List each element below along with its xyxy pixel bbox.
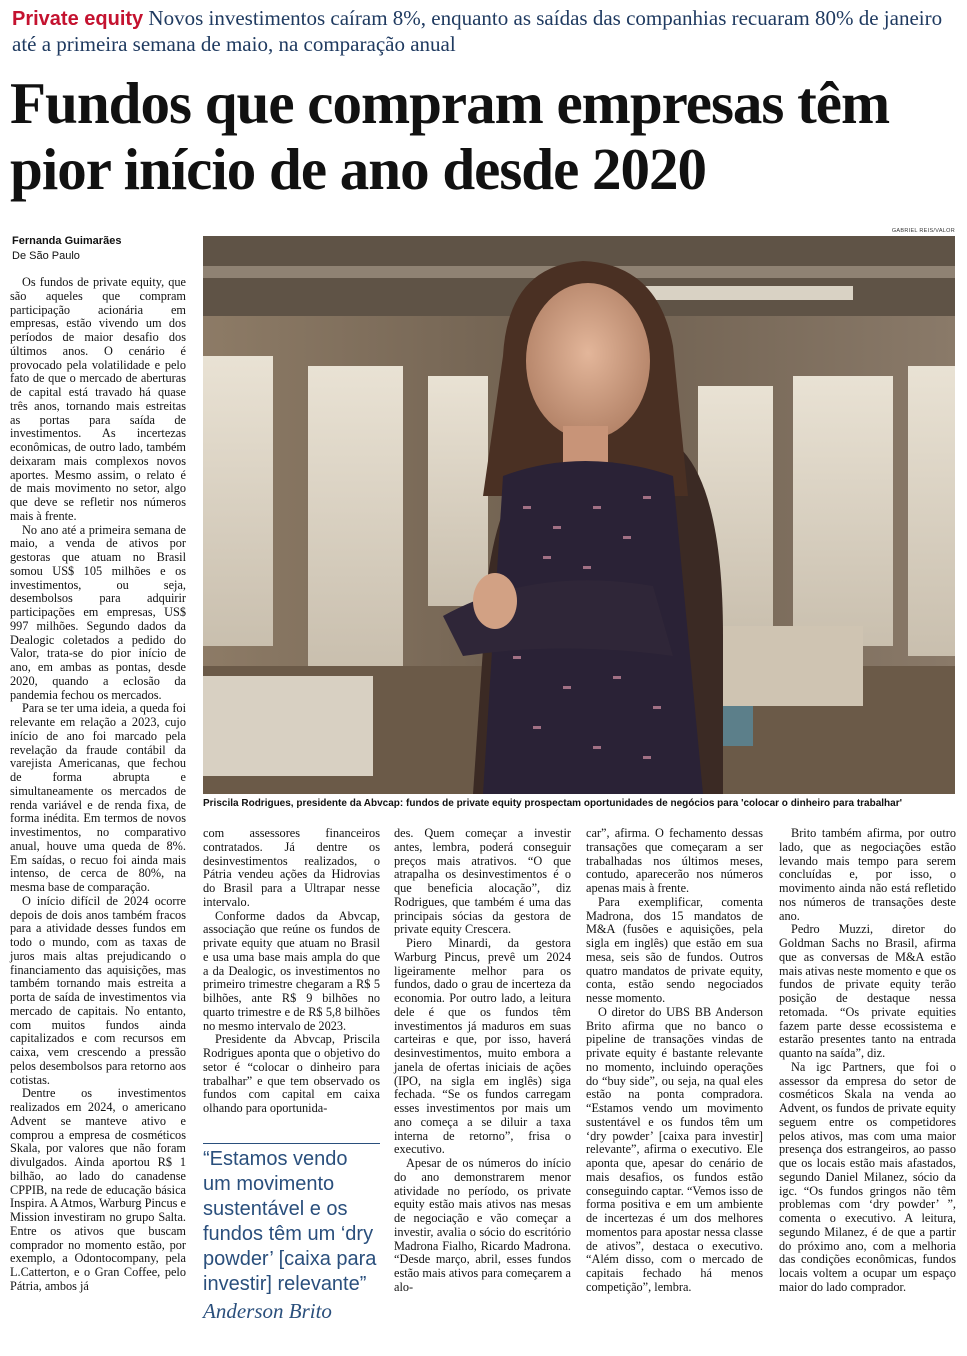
section-label: Private equity	[12, 8, 144, 30]
paragraph: Brito também afirma, por outro lado, que as negociações estão levando mais tempo para serem concluídas e, por isso, o movimento ainda não está refletido nos números de transações deste ano.	[779, 826, 956, 923]
pull-quote-author: Anderson Brito	[203, 1299, 332, 1323]
paragraph: Piero Minardi, da gestora Warburg Pincus, prevê um 2024 ligeiramente melhor para os fundos, dado o grau de incerteza da economia. Por outro lado, a leitura dele é que os fundos têm investimentos já maduros em suas carteiras e que, por isso, haverá desinvestimentos, muito embora a janela de ofertas iniciais de ações (IPO, na sigla em inglês) siga fechada. “Se os fundos carregam esses investimentos por mais um ano começa a se diluir a taxa interna de retorno”, frisa o executivo.	[394, 936, 571, 1157]
quote-rule	[203, 1143, 380, 1144]
kicker	[12, 6, 957, 57]
paragraph: Os fundos de private equity, que são aqueles que compram participação acionária em empresas, estão vivendo um dos períodos de maior desafio dos últimos anos. O cenário é provocado pela volatilidade e pelo fato de que o mercado de aberturas de capital está travado há quase três anos, tornando mais estreitas as portas para saída de investimentos. As incertezas econômicas, de outro lado, também deixaram mais complexos novos aportes. Mesmo assim, o relato é de mais movimento no setor, algo que deve se refletir nos números mais à frente.	[10, 275, 186, 523]
paragraph: des. Quem começar a investir antes, lembra, poderá conseguir preços mais atrativos. “O que atrapalha os desinvestimentos é o que beneficia alocação”, diz Rodrigues, que também é uma das principais sócias da gestora de private equity Crescera.	[394, 826, 571, 937]
paragraph: O diretor do UBS BB Anderson Brito afirma que no banco o pipeline de transações vindas de private equity é bastante relevante no momento, incluindo operações do “buy side”, ou seja, na qual eles estão na ponta compradora. “Estamos vendo um movimento sustentável e os fundos têm um ‘dry powder’ [caixa para investir] relevante”, afirma o executivo. Ele aponta que, apesar do cenário de mais desafios, os fundos estão conseguindo captar. “Vemos isso de forma positiva e em um ambiente de incertezas é um dos melhores momentos para apostar nessa classe de ativos”, destaca o executivo. “Além disso, com o mercado de capitais fechado há menos competição”, lembra.	[586, 1004, 763, 1294]
pull-quote-text: “Estamos vendo um movimento sustentável e os fundos têm um ‘dry powder’ [caixa para investir] relevante”	[203, 1148, 377, 1295]
paragraph: Apesar de os números do início do ano demonstrarem menor atividade no período, os private equity estão mais ativos nas mesas de negociação e vão começar a investir, avalia o sócio do escritório Madrona Fialho, Ricardo Madrona. “Desde março, abril, esses fundos estão mais ativos para começarem a alo-	[394, 1156, 571, 1294]
photo	[203, 236, 955, 794]
paragraph: com assessores financeiros contratados. Já dentre os desinvestimentos realizados, o Pátria vendeu ações da Hidrovias do Brasil para a Ultrapar nesse intervalo.	[203, 826, 380, 909]
kicker-text: Novos investimentos caíram 8%, enquanto as saídas das companhias recuaram 80% de janeiro até a primeira semana de maio, na comparação anual	[12, 6, 943, 56]
author-location: De São Paulo	[12, 250, 80, 262]
paragraph: No ano até a primeira semana de maio, a venda de ativos por gestoras que atuam no Brasil somou US$ 105 milhões e os investimentos, ou seja, desembolsos para adquirir participações em empresas, US$ 997 milhões. Segundo dados da Dealogic coletados a pedido do Valor, trata-se do pior início de ano, em ambas as pontas, desde 2020, quando a eclosão da pandemia fechou os mercados.	[10, 522, 186, 702]
pull-quote	[203, 1147, 380, 1324]
photo-caption: Priscila Rodrigues, presidente da Abvcap: fundos de private equity prospectam oportunidades de negócios para 'colocar o dinheiro para trabalhar'	[203, 798, 902, 809]
article-column-2	[203, 827, 380, 1116]
paragraph: O início difícil de 2024 ocorre depois de dois anos também fracos para a atividade desses fundos em todo o mundo, com as taxas de juros mais altas prejudicando o financiamento das aquisições, mas também tornando mais estreita a porta de saída de investimentos via mercado de capitais. No entanto, com muitos fundos ainda capitalizados e com recursos em caixa, vem crescendo a pressão pelos desembolsos para retorno aos cotistas.	[10, 893, 186, 1087]
paragraph: Na igc Partners, que foi o assessor da empresa do setor de cosméticos Skala na venda ao Advent, os fundos de private equity seguem entre os competidores pelos ativos, mas com uma maior presença dos estrangeiros, ao passo que os locais estão mais afastados, segundo Daniel Milanez, sócio da igc. “Os fundos gringos não têm problemas com ‘dry powder’ ”, comenta o executivo. A leitura, segundo Milanez, é de que a partir do próximo ano, com a melhoria das condições econômicas, fundos locais voltem a ocupar um espaço maior do lado comprador.	[779, 1059, 956, 1294]
author-name: Fernanda Guimarães	[12, 235, 122, 247]
paragraph: Pedro Muzzi, diretor do Goldman Sachs no Brasil, afirma que as conversas de M&A estão mais ativas neste momento e que os fundos de private equity terão posição de destaque nessa retomada. “Os private equities fazem parte desse ecossistema e estarão presentes tanto na entrada quanto na saída”, diz.	[779, 922, 956, 1060]
paragraph: Para exemplificar, comenta Madrona, dos 15 mandatos de M&A (fusões e aquisições, pela sigla em inglês) que estão em sua mesa, seis são de fundos. Outros quatro mandatos de private equity, conta, estão sendo negociados nesse momento.	[586, 894, 763, 1005]
article-column-3	[394, 827, 571, 1295]
paragraph: Presidente da Abvcap, Priscila Rodrigues aponta que o objetivo do setor é “colocar o dinheiro para trabalhar” e que tem observado os fundos com capital em caixa olhando para oportunida-	[203, 1032, 380, 1115]
portrait-photo-illustration	[203, 236, 955, 794]
paragraph: car”, afirma. O fechamento dessas transações que começaram a ser trabalhadas nos últimos meses, contudo, aparecerão nos números apenas mais à frente.	[586, 826, 763, 895]
paragraph: Conforme dados da Abvcap, associação que reúne os fundos de private equity que atuam no Brasil e usa uma base mais ampla do que a da Dealogic, os investimentos no primeiro trimestre chegaram a R$ 5 bilhões, ante R$ 9 bilhões no quarto trimestre e de R$ 5,8 bilhões no mesmo intervalo de 2023.	[203, 908, 380, 1033]
paragraph: Para se ter uma ideia, a queda foi relevante em relação a 2023, cujo início de ano foi marcado pela revelação da fraude contábil da varejista Americanas, que fechou de forma abrupta e simultaneamente os mercados de renda variável e de renda fixa, de forma inédita. Em termos de novos investimentos, no comparativo anual, houve uma queda de 8%. Em saídas, o recuo foi ainda mais intenso, de cerca de 80%, na mesma base de comparação.	[10, 701, 186, 894]
paragraph: Dentre os investimentos realizados em 2024, o americano Advent se manteve ativo e comprou a empresa de cosméticos Skala, por valores que não foram divulgados. Ainda aportou R$ 1 bilhão, ao lado do canadense CPPIB, na rede de educação básica Inspira. A Atmos, Warburg Pincus e Mission investiram no grupo Salta. Entre os ativos que buscam comprador no momento estão, por exemplo, a Odontocompany, pela L.Catterton, e o Gran Coffee, pelo Pátria, ambos já	[10, 1086, 186, 1293]
article-column-5	[779, 827, 956, 1295]
article-column-1	[10, 276, 186, 1294]
headline: Fundos que compram empresas têm pior início de ano desde 2020	[10, 70, 890, 202]
byline	[12, 234, 192, 264]
photo-credit: GABRIEL REIS/VALOR	[891, 228, 955, 234]
article-column-4	[586, 827, 763, 1295]
